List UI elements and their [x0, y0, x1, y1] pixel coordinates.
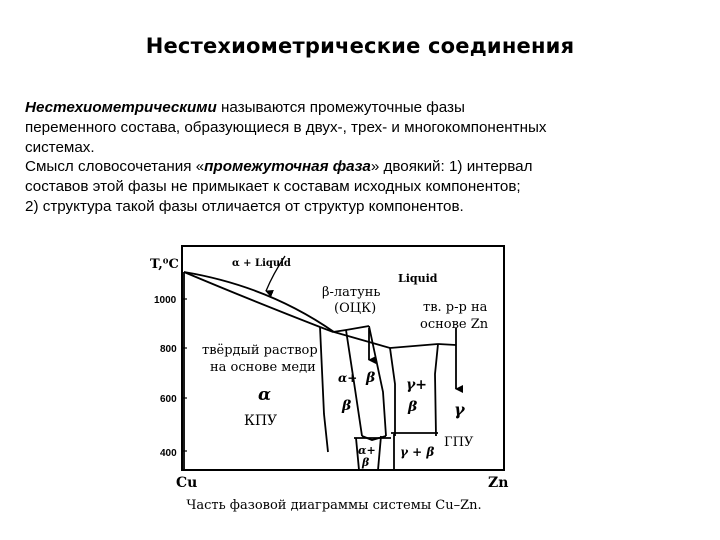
- page-title: Нестехиометрические соединения: [145, 34, 575, 58]
- upper-liquidus-line: [334, 332, 438, 348]
- beta-brass-label-2: (ОЦК): [334, 301, 377, 316]
- y-ticks: [154, 295, 177, 459]
- phase-diagram: [148, 244, 520, 520]
- fcc-label: КПУ: [244, 413, 278, 429]
- y-axis-label: T,⁰C: [150, 257, 179, 272]
- alpha-plus-beta-label-1: α+: [358, 444, 376, 457]
- intro-line-1-rest: называются промежуточные фазы: [216, 99, 465, 116]
- x-axis-zn-label: Zn: [488, 475, 509, 491]
- zn-solution-label-1: тв. р-р на: [423, 300, 488, 315]
- cu-solution-label-1: твёрдый раствор: [202, 343, 318, 358]
- beta-right-label: β: [408, 399, 418, 415]
- intro-line-4-pre: Смысл словосочетания «: [25, 158, 205, 176]
- beta-left-label: β: [342, 398, 352, 414]
- gamma-left-line: [390, 348, 395, 436]
- x-axis-cu-label: Cu: [176, 475, 198, 491]
- y-tick-400: 400: [160, 448, 177, 459]
- beta-label: β: [366, 370, 376, 386]
- solidus-line: [184, 272, 320, 327]
- y-tick-1000: 1000: [154, 295, 177, 306]
- alpha-solvus-line: [320, 327, 328, 452]
- intro-phase-term: промежуточная фаза: [204, 158, 371, 176]
- liquid-label: Liquid: [398, 272, 438, 285]
- figure-caption: Часть фазовой диаграммы системы Cu–Zn.: [186, 498, 482, 513]
- intro-line-1: [25, 98, 685, 118]
- intro-line-6: 2) структура такой фазы отличается от структур компонентов.: [25, 197, 464, 215]
- phase-diagram-svg: [148, 244, 520, 494]
- gamma-label: γ: [454, 400, 465, 419]
- gamma-plus-label: γ+: [406, 377, 427, 393]
- cu-solution-label-2: на основе меди: [210, 360, 316, 375]
- intro-text: [25, 98, 685, 217]
- zn-solution-label-2: основе Zn: [420, 317, 489, 332]
- intro-term: Нестехиометрическими: [25, 99, 217, 116]
- y-tick-800: 800: [160, 344, 177, 355]
- beta-brass-label-1: β-латунь: [322, 285, 381, 300]
- alpha-label: α: [258, 385, 272, 405]
- gamma-right-line: [435, 344, 438, 436]
- gamma-plus-beta-label: γ + β: [400, 445, 435, 459]
- y-tick-600: 600: [160, 394, 177, 405]
- intro-line-5: составов этой фазы не примыкает к составам исходных компонентов;: [25, 178, 521, 196]
- intro-line-3: системах.: [25, 138, 95, 156]
- intro-line-2: переменного состава, образующиеся в двух-, трех- и многокомпонентных: [25, 118, 547, 136]
- intro-line-4: [25, 157, 685, 177]
- intro-line-4-post: » двоякий: 1) интервал: [370, 158, 533, 176]
- alpha-plus-label: α+: [338, 371, 358, 385]
- alpha-liquid-label: α + Liquid: [232, 258, 291, 269]
- hcp-label: ГПУ: [444, 435, 474, 450]
- alpha-plus-beta-label-2: β: [362, 456, 370, 469]
